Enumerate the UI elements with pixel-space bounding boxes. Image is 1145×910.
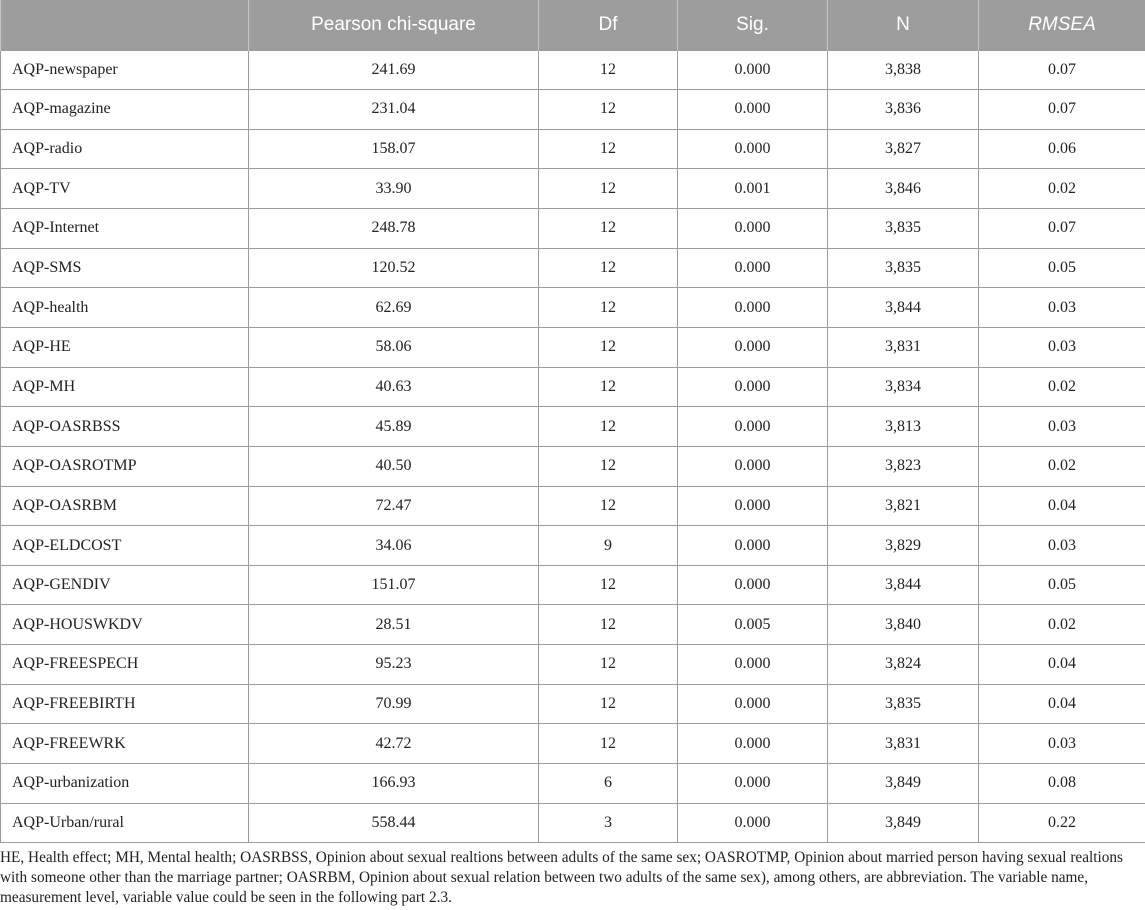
- df-cell: 12: [539, 684, 678, 724]
- pearson-chi-square-cell: 151.07: [249, 565, 539, 605]
- header-rmsea: RMSEA: [979, 0, 1145, 50]
- pearson-chi-square-cell: 231.04: [249, 90, 539, 130]
- rmsea-cell: 0.03: [979, 526, 1145, 566]
- sig-cell: 0.000: [678, 209, 828, 249]
- rmsea-cell: 0.06: [979, 129, 1145, 169]
- header-df: Df: [539, 0, 678, 50]
- rmsea-cell: 0.04: [979, 684, 1145, 724]
- table-row: [1, 248, 1145, 288]
- df-cell: 12: [539, 565, 678, 605]
- table-row: [1, 803, 1145, 843]
- table-row: [1, 486, 1145, 526]
- sig-cell: 0.000: [678, 367, 828, 407]
- n-cell: 3,829: [828, 526, 979, 566]
- n-cell: 3,831: [828, 327, 979, 367]
- sig-cell: 0.000: [678, 764, 828, 804]
- variable-cell: AQP-TV: [1, 169, 249, 209]
- pearson-chi-square-cell: 42.72: [249, 724, 539, 764]
- rmsea-cell: 0.02: [979, 169, 1145, 209]
- table-footnote: HE, Health effect; MH, Mental health; OASRBSS, Opinion about sexual realtions between adults of the same sex; OASROTMP, Opinion about married person having sexual realtions with someone other than the marriage partner; OASRBM, Opinion about sexual relation between two adults of the same sex), among others, are abbreviation. The variable name, measurement level, variable value could be seen in the following part 2.3.: [0, 849, 1123, 906]
- table-row: [1, 209, 1145, 249]
- rmsea-cell: 0.07: [979, 90, 1145, 130]
- n-cell: 3,835: [828, 684, 979, 724]
- n-cell: 3,849: [828, 764, 979, 804]
- rmsea-cell: 0.04: [979, 645, 1145, 685]
- header-pearson-chi-square: Pearson chi-square: [249, 0, 539, 50]
- df-cell: 12: [539, 446, 678, 486]
- table-row: [1, 645, 1145, 685]
- n-cell: 3,835: [828, 209, 979, 249]
- df-cell: 12: [539, 367, 678, 407]
- sig-cell: 0.000: [678, 50, 828, 90]
- table-row: [1, 50, 1145, 90]
- n-cell: 3,835: [828, 248, 979, 288]
- pearson-chi-square-cell: 120.52: [249, 248, 539, 288]
- pearson-chi-square-cell: 558.44: [249, 803, 539, 843]
- rmsea-cell: 0.07: [979, 50, 1145, 90]
- rmsea-cell: 0.03: [979, 288, 1145, 328]
- rmsea-cell: 0.03: [979, 724, 1145, 764]
- n-cell: 3,838: [828, 50, 979, 90]
- sig-cell: 0.000: [678, 684, 828, 724]
- n-cell: 3,844: [828, 565, 979, 605]
- rmsea-cell: 0.02: [979, 367, 1145, 407]
- pearson-chi-square-cell: 28.51: [249, 605, 539, 645]
- df-cell: 9: [539, 526, 678, 566]
- variable-cell: AQP-OASROTMP: [1, 446, 249, 486]
- df-cell: 12: [539, 50, 678, 90]
- rmsea-cell: 0.04: [979, 486, 1145, 526]
- n-cell: 3,846: [828, 169, 979, 209]
- df-cell: 12: [539, 169, 678, 209]
- variable-cell: AQP-FREEWRK: [1, 724, 249, 764]
- sig-cell: 0.000: [678, 486, 828, 526]
- sig-cell: 0.000: [678, 803, 828, 843]
- df-cell: 12: [539, 288, 678, 328]
- n-cell: 3,836: [828, 90, 979, 130]
- variable-cell: AQP-SMS: [1, 248, 249, 288]
- rmsea-cell: 0.02: [979, 605, 1145, 645]
- table-row: [1, 169, 1145, 209]
- n-cell: 3,834: [828, 367, 979, 407]
- sig-cell: 0.000: [678, 724, 828, 764]
- table-row: [1, 407, 1145, 447]
- variable-cell: AQP-HOUSWKDV: [1, 605, 249, 645]
- sig-cell: 0.000: [678, 90, 828, 130]
- pearson-chi-square-cell: 241.69: [249, 50, 539, 90]
- variable-cell: AQP-OASRBSS: [1, 407, 249, 447]
- rmsea-cell: 0.03: [979, 407, 1145, 447]
- pearson-chi-square-cell: 62.69: [249, 288, 539, 328]
- variable-cell: AQP-GENDIV: [1, 565, 249, 605]
- pearson-chi-square-cell: 72.47: [249, 486, 539, 526]
- pearson-chi-square-cell: 166.93: [249, 764, 539, 804]
- variable-cell: AQP-Internet: [1, 209, 249, 249]
- df-cell: 6: [539, 764, 678, 804]
- variable-cell: AQP-OASRBM: [1, 486, 249, 526]
- variable-cell: AQP-FREESPECH: [1, 645, 249, 685]
- pearson-chi-square-cell: 58.06: [249, 327, 539, 367]
- rmsea-cell: 0.22: [979, 803, 1145, 843]
- rmsea-cell: 0.05: [979, 565, 1145, 605]
- rmsea-cell: 0.05: [979, 248, 1145, 288]
- sig-cell: 0.000: [678, 129, 828, 169]
- header-n: N: [828, 0, 979, 50]
- variable-cell: AQP-urbanization: [1, 764, 249, 804]
- df-cell: 12: [539, 486, 678, 526]
- n-cell: 3,844: [828, 288, 979, 328]
- df-cell: 12: [539, 407, 678, 447]
- df-cell: 12: [539, 605, 678, 645]
- pearson-chi-square-cell: 40.50: [249, 446, 539, 486]
- variable-cell: AQP-magazine: [1, 90, 249, 130]
- table-row: [1, 724, 1145, 764]
- sig-cell: 0.000: [678, 407, 828, 447]
- n-cell: 3,827: [828, 129, 979, 169]
- df-cell: 3: [539, 803, 678, 843]
- df-cell: 12: [539, 248, 678, 288]
- pearson-chi-square-cell: 95.23: [249, 645, 539, 685]
- variable-cell: AQP-HE: [1, 327, 249, 367]
- table-row: [1, 327, 1145, 367]
- table-body: [1, 50, 1145, 843]
- sig-cell: 0.000: [678, 645, 828, 685]
- n-cell: 3,821: [828, 486, 979, 526]
- sig-cell: 0.000: [678, 446, 828, 486]
- n-cell: 3,824: [828, 645, 979, 685]
- df-cell: 12: [539, 724, 678, 764]
- df-cell: 12: [539, 90, 678, 130]
- sig-cell: 0.005: [678, 605, 828, 645]
- df-cell: 12: [539, 129, 678, 169]
- sig-cell: 0.000: [678, 288, 828, 328]
- n-cell: 3,813: [828, 407, 979, 447]
- variable-cell: AQP-FREEBIRTH: [1, 684, 249, 724]
- rmsea-cell: 0.08: [979, 764, 1145, 804]
- header-variable: [1, 0, 249, 50]
- pearson-chi-square-cell: 34.06: [249, 526, 539, 566]
- sig-cell: 0.000: [678, 248, 828, 288]
- table-row: [1, 565, 1145, 605]
- rmsea-cell: 0.02: [979, 446, 1145, 486]
- table-header-row: [1, 0, 1145, 50]
- n-cell: 3,849: [828, 803, 979, 843]
- sig-cell: 0.000: [678, 565, 828, 605]
- n-cell: 3,840: [828, 605, 979, 645]
- df-cell: 12: [539, 327, 678, 367]
- variable-cell: AQP-MH: [1, 367, 249, 407]
- rmsea-cell: 0.03: [979, 327, 1145, 367]
- pearson-chi-square-cell: 40.63: [249, 367, 539, 407]
- sig-cell: 0.000: [678, 526, 828, 566]
- sig-cell: 0.001: [678, 169, 828, 209]
- variable-cell: AQP-newspaper: [1, 50, 249, 90]
- table-row: [1, 288, 1145, 328]
- df-cell: 12: [539, 645, 678, 685]
- table-row: [1, 446, 1145, 486]
- rmsea-cell: 0.07: [979, 209, 1145, 249]
- table-row: [1, 605, 1145, 645]
- n-cell: 3,831: [828, 724, 979, 764]
- table-row: [1, 684, 1145, 724]
- pearson-chi-square-cell: 45.89: [249, 407, 539, 447]
- table-row: [1, 764, 1145, 804]
- variable-cell: AQP-Urban/rural: [1, 803, 249, 843]
- df-cell: 12: [539, 209, 678, 249]
- header-sig: Sig.: [678, 0, 828, 50]
- table-row: [1, 367, 1145, 407]
- sig-cell: 0.000: [678, 327, 828, 367]
- pearson-chi-square-cell: 33.90: [249, 169, 539, 209]
- table-row: [1, 526, 1145, 566]
- variable-cell: AQP-ELDCOST: [1, 526, 249, 566]
- variable-cell: AQP-radio: [1, 129, 249, 169]
- pearson-chi-square-cell: 70.99: [249, 684, 539, 724]
- variable-cell: AQP-health: [1, 288, 249, 328]
- pearson-chi-square-cell: 248.78: [249, 209, 539, 249]
- pearson-chi-square-cell: 158.07: [249, 129, 539, 169]
- table-row: [1, 129, 1145, 169]
- table-row: [1, 90, 1145, 130]
- n-cell: 3,823: [828, 446, 979, 486]
